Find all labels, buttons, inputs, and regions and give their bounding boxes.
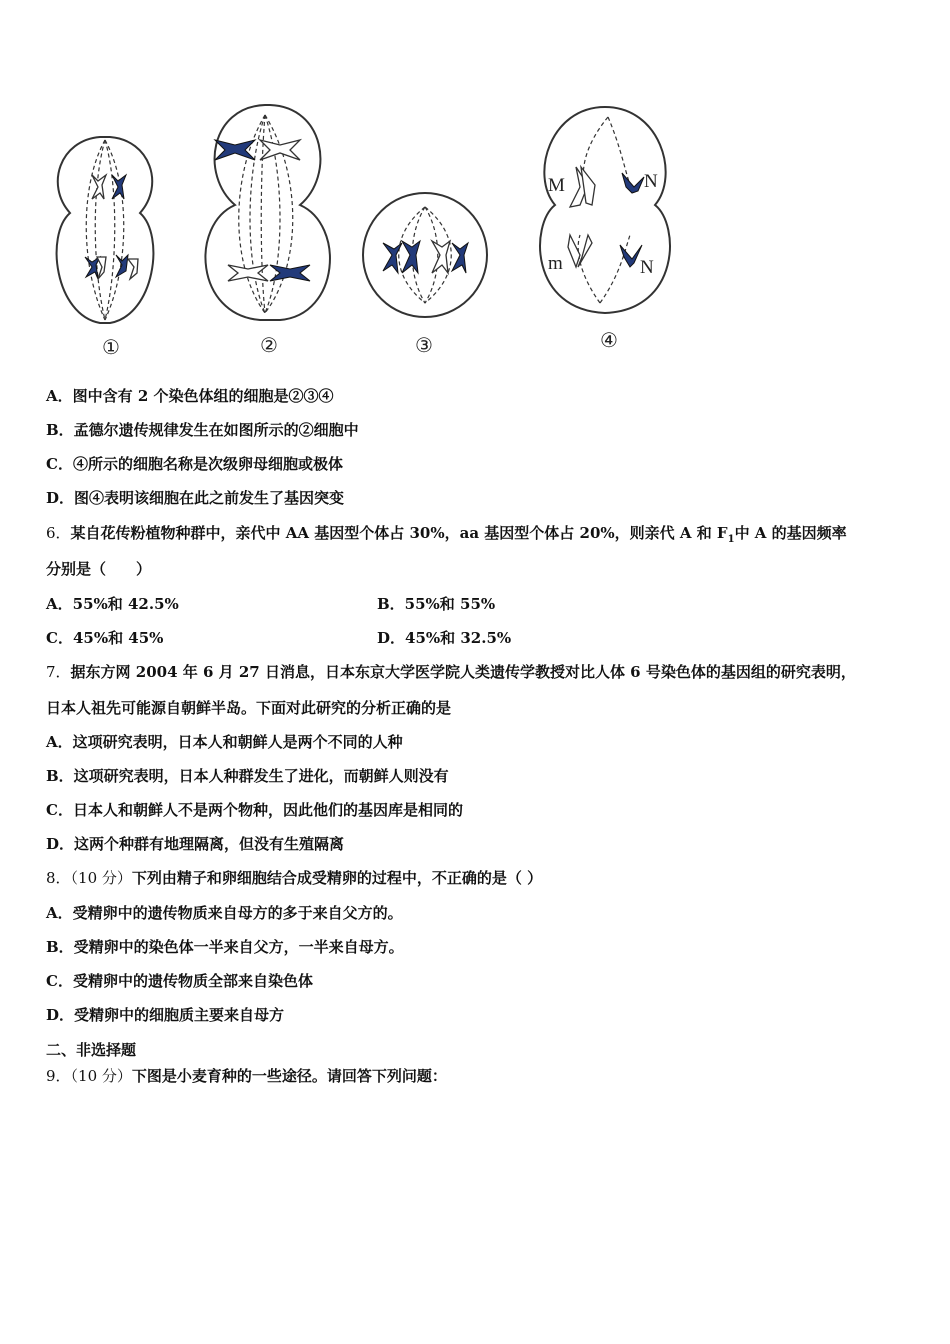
q6-stem-b: 中 A 的基因频率 xyxy=(734,524,847,542)
q5-option-a: A．图中含有 2 个染色体组的细胞是②③④ xyxy=(46,387,334,405)
q8-option-c: C．受精卵中的遗传物质全部来自染色体 xyxy=(46,972,313,990)
label-N-bottom: N xyxy=(640,257,654,278)
cell-diagrams xyxy=(40,95,700,365)
label-m: m xyxy=(548,253,563,274)
q7-option-a: A．这项研究表明，日本人和朝鲜人是两个不同的人种 xyxy=(46,733,403,751)
q8-stem-text: 下列由精子和卵细胞结合成受精卵的过程中，不正确的是（ ） xyxy=(131,869,543,887)
q6-number: 6． xyxy=(46,524,71,542)
q5-option-d: D．图④表明该细胞在此之前发生了基因突变 xyxy=(46,489,345,507)
label-N-top: N xyxy=(644,171,658,192)
cell-label-3: ③ xyxy=(415,333,433,357)
q7-number: 7． xyxy=(46,663,71,681)
q6-option-a: A．55%和 42.5% xyxy=(46,595,179,613)
cell-2 xyxy=(205,105,329,320)
q5-option-b: B．孟德尔遗传规律发生在如图所示的②细胞中 xyxy=(46,421,359,439)
q6-stem-line2: 分别是（ ） xyxy=(46,560,152,578)
cell-4 xyxy=(540,107,670,313)
q8-number: 8．（10 分） xyxy=(46,869,132,887)
cell-label-2: ② xyxy=(260,333,278,357)
label-M: M xyxy=(548,175,565,196)
q9-stem-text: 下图是小麦育种的一些途径。请回答下列问题： xyxy=(131,1067,447,1085)
q8-option-a: A．受精卵中的遗传物质来自母方的多于来自父方的。 xyxy=(46,904,403,922)
q6-stem-line1 xyxy=(46,523,847,550)
q6-stem-a: 某自花传粉植物种群中，亲代中 AA 基因型个体占 30%，aa 基因型个体占 20%，则亲代 A 和 F xyxy=(70,524,728,542)
cell-3 xyxy=(363,193,487,317)
cell-division-figure xyxy=(40,95,700,365)
cell-label-1: ① xyxy=(102,335,120,359)
section-title: 二、非选择题 xyxy=(46,1041,137,1059)
q8-stem xyxy=(46,868,542,888)
q7-option-c: C．日本人和朝鲜人不是两个物种，因此他们的基因库是相同的 xyxy=(46,801,463,819)
cell-label-4: ④ xyxy=(600,328,618,352)
q7-stem-text: 据东方网 2004 年 6 月 27 日消息，日本东京大学医学院人类遗传学教授对比人体 6 号染色体的基因组的研究表明， xyxy=(70,663,856,681)
cell-1 xyxy=(57,137,154,323)
q7-option-b: B．这项研究表明，日本人种群发生了进化，而朝鲜人则没有 xyxy=(46,767,449,785)
q9-stem xyxy=(46,1066,447,1086)
q7-stem-line2: 日本人祖先可能源自朝鲜半岛。下面对此研究的分析正确的是 xyxy=(46,699,452,717)
q8-option-d: D．受精卵中的细胞质主要来自母方 xyxy=(46,1006,285,1024)
q7-option-d: D．这两个种群有地理隔离，但没有生殖隔离 xyxy=(46,835,345,853)
q6-option-b: B．55%和 55% xyxy=(377,595,496,613)
q6-option-c: C．45%和 45% xyxy=(46,629,164,647)
q5-option-c: C．④所示的细胞名称是次级卵母细胞或极体 xyxy=(46,455,343,473)
q9-number: 9．（10 分） xyxy=(46,1067,132,1085)
q6-stem-sub: 1 xyxy=(727,534,735,545)
q8-option-b: B．受精卵中的染色体一半来自父方，一半来自母方。 xyxy=(46,938,404,956)
q6-option-d: D．45%和 32.5% xyxy=(377,629,512,647)
q7-stem-line1 xyxy=(46,662,856,682)
